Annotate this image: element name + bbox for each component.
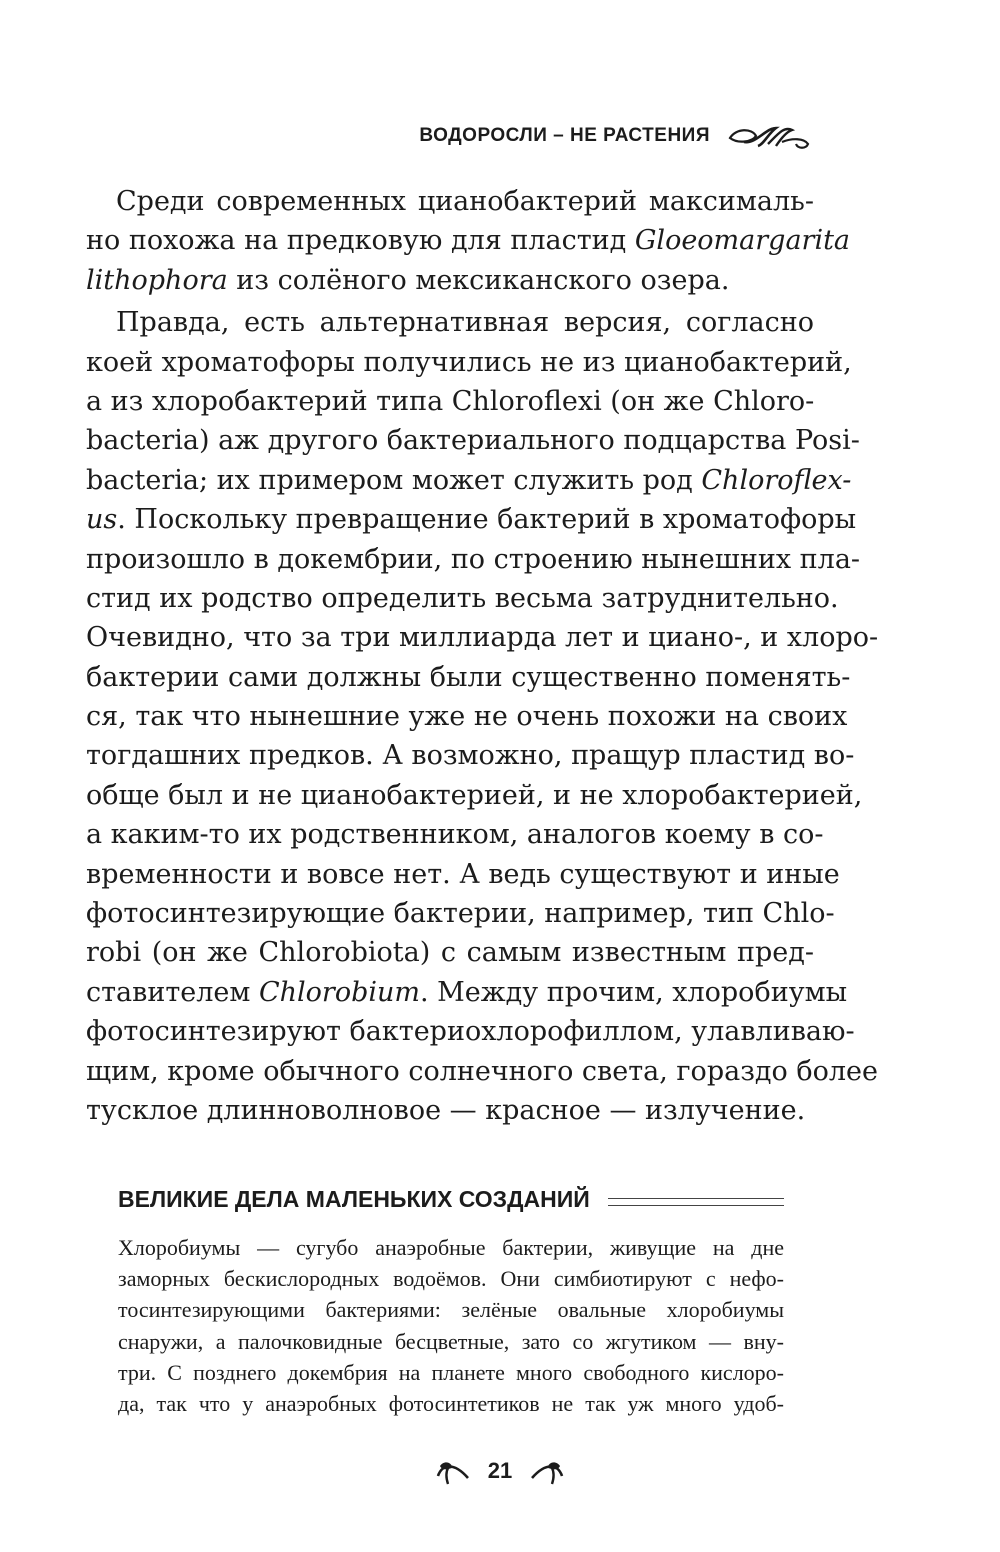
text-line: обще был и не цианобактерией, и не хлоробактерией, <box>86 779 863 811</box>
sidebar-line: Хлоробиумы — сугубо анаэробные бактерии, живущие на дне <box>118 1235 784 1260</box>
flourish-icon <box>722 122 814 150</box>
text-span: из солёного мексиканского озера. <box>227 264 730 296</box>
text-line: Среди современных цианобактерий максималь- <box>116 186 814 217</box>
sprout-left-icon <box>434 1456 474 1486</box>
text-line: коей хроматофоры получились не из цианобактерий, <box>86 346 852 378</box>
text-line: а каким-то их родственником, аналогов коему в со- <box>86 819 824 851</box>
paragraph-2 <box>86 303 879 1130</box>
text-line: тусклое длинноволновое — красное — излучение. <box>86 1094 806 1126</box>
sidebar-line: три. С позднего докембрия на планете много свободного кислоро- <box>118 1359 784 1385</box>
text-span: bacteria; их примером может служить род <box>86 464 702 496</box>
text-line: стид их родство определить весьма затруднительно. <box>86 582 839 614</box>
genus-name: Chlorobium <box>258 976 420 1008</box>
sprout-right-icon <box>526 1456 566 1486</box>
sidebar-text <box>118 1232 784 1419</box>
text-line: щим, кроме обычного солнечного света, гораздо более <box>86 1055 879 1087</box>
text-span: ставителем <box>86 976 259 1008</box>
sidebar-line: заморных бескислородных водоёмов. Они симбиотируют с нефо- <box>118 1266 784 1292</box>
text-line: bacteria) аж другого бактериального подцарства Posi- <box>86 425 860 457</box>
genus-name: Chloroflex- <box>701 464 852 496</box>
text-line: Правда, есть альтернативная версия, согласно <box>116 307 814 339</box>
text-line <box>86 461 852 500</box>
sidebar-line: тосинтезирующими бактериями: зелёные овальные хлоробиумы <box>118 1297 784 1323</box>
species-name: Gloeomargarita <box>634 225 851 257</box>
paragraph-1 <box>86 182 851 300</box>
sidebar-title: ВЕЛИКИЕ ДЕЛА МАЛЕНЬКИХ СОЗДАНИЙ <box>118 1186 590 1212</box>
text-line: бактерии сами должны были существенно поменять- <box>86 661 851 693</box>
heading-rule <box>608 1198 784 1206</box>
text-line: тогдашних предков. А возможно, пращур пластид во- <box>86 740 855 772</box>
page-number: 21 <box>487 1458 513 1483</box>
genus-name: us <box>86 504 118 536</box>
text-line: а из хлоробактерий типа Chloroflexi (он же Chloro- <box>86 385 815 417</box>
text-span: . Между прочим, хлоробиумы <box>420 976 848 1008</box>
text-span: . Поскольку превращение бактерий в хроматофоры <box>117 504 857 536</box>
running-title: ВОДОРОСЛИ – НЕ РАСТЕНИЯ <box>419 125 710 146</box>
page-footer <box>0 1456 1000 1486</box>
running-header <box>419 122 814 150</box>
text-line <box>86 261 814 300</box>
text-line: Очевидно, что за три миллиарда лет и циано-, и хлоро- <box>86 622 879 654</box>
sidebar-line: снаружи, а палочковидные бесцветные, зато со жгутиком — вну- <box>118 1328 784 1354</box>
text-line <box>86 221 851 260</box>
text-line: фотосинтезируют бактериохлорофиллом, улавливаю- <box>86 1016 855 1048</box>
text-span: но похожа на предковую для пластид <box>86 225 635 257</box>
text-line <box>86 973 848 1012</box>
species-name: lithophora <box>86 264 228 296</box>
text-line: произошло в докембрии, по строению нынешних пла- <box>86 543 861 575</box>
sidebar-heading <box>118 1186 784 1213</box>
main-text <box>86 182 879 1133</box>
text-line: ся, так что нынешние уже не очень похожи на своих <box>86 701 848 733</box>
text-line: временности и вовсе нет. А ведь существуют и иные <box>86 858 840 890</box>
text-line: robi (он же Chlorobiota) с самым известным пред- <box>86 937 814 969</box>
text-line <box>86 500 857 539</box>
text-line: фотосинтезирующие бактерии, например, тип Chlo- <box>86 898 835 930</box>
sidebar-line: да, так что у анаэробных фотосинтетиков не так уж много удоб- <box>118 1390 784 1416</box>
